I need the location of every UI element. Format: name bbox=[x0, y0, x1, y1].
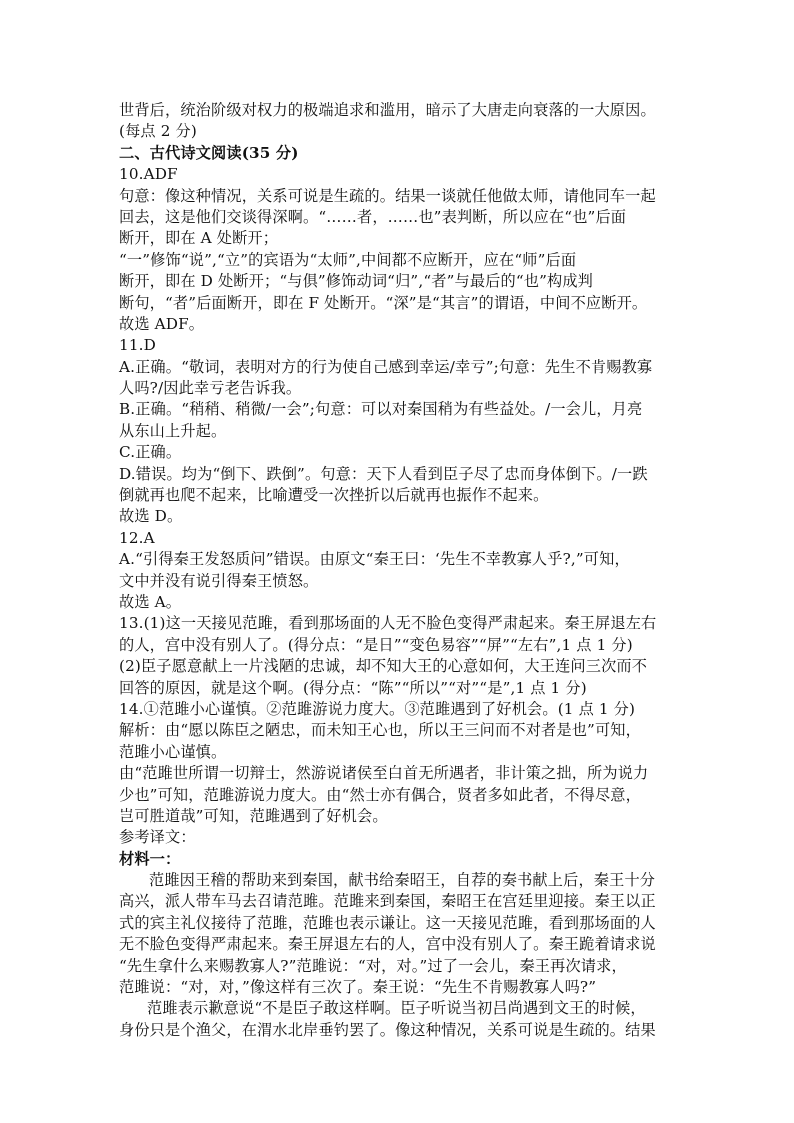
text-line: 岂可胜道哉”可知，范雎遇到了好机会。 bbox=[119, 806, 388, 825]
text-line: 回答的原因，就是这个啊。(得分点：“陈”“所以”“对”“是”,1 点 1 分) bbox=[119, 678, 587, 697]
material-heading: 材料一： bbox=[119, 849, 181, 868]
text-line: 由“范雎世所谓一切辩士，然游说诸侯至白首无所遇者，非计策之拙，所为说力 bbox=[119, 764, 649, 783]
text-line: 的人，宫中没有别人了。(得分点：“是日”“变色易容”“屏”“左右”,1 点 1 分) bbox=[119, 635, 633, 654]
text-line: 回去，这是他们交谈得深啊。“……者，……也”表判断，所以应在“也”后面 bbox=[119, 207, 627, 226]
text-line: 断开，即在 A 处断开； bbox=[119, 229, 279, 248]
text-line: 故选 ADF。 bbox=[119, 314, 205, 333]
text-line: “一”修饰“说”,“立”的宾语为“太师”,中间都不应断开，应在“师”后面 bbox=[119, 250, 577, 269]
text-line: 范雎因王稽的帮助来到秦国，献书给秦昭王，自荐的奏书献上后，秦王十分 bbox=[149, 871, 656, 890]
text-line: 范雎小心谨慎。 bbox=[119, 742, 227, 761]
text-line: 断句，“者”后面断开，即在 F 处断开。“深”是“其言”的谓语，中间不应断开。 bbox=[119, 293, 648, 312]
text-line: 14.①范雎小心谨慎。②范雎游说力度大。③范雎遇到了好机会。(1 点 1 分) bbox=[119, 699, 636, 718]
text-line: A.“引得秦王发怒质问”错误。由原文“秦王曰：‘先生不幸教寡人乎?,”可知， bbox=[119, 550, 630, 569]
text-line: 故选 A。 bbox=[119, 592, 182, 611]
text-line: 倒就再也爬不起来，比喻遭受一次挫折以后就再也振作不起来。 bbox=[119, 486, 549, 505]
text-line: D.错误。均为“倒下、跌倒”。句意：天下人看到臣子尽了忠而身体倒下。/一跌 bbox=[119, 464, 648, 483]
text-line: 13.(1)这一天接见范雎，看到那场面的人无不脸色变得严肃起来。秦王屏退左右 bbox=[119, 614, 657, 633]
text-line: 从东山上升起。 bbox=[119, 421, 227, 440]
document-page bbox=[119, 100, 684, 1041]
text-line: 人吗?/因此幸亏老告诉我。 bbox=[119, 379, 302, 398]
text-line: (每点 2 分) bbox=[119, 122, 197, 141]
question-number: 11.D bbox=[119, 336, 156, 355]
question-number: 10.ADF bbox=[119, 165, 178, 184]
text-line: 世背后，统治阶级对权力的极端追求和滥用，暗示了大唐走向衰落的一大原因。 bbox=[119, 101, 656, 119]
text-line: 解析：由“愿以陈臣之陋忠，而未知王心也，所以王三问而不对者是也”可知， bbox=[119, 721, 641, 740]
text-line: 文中并没有说引得秦王愤怒。 bbox=[119, 571, 319, 590]
text-line: 句意：像这种情况，关系可说是生疏的。结果一谈就任他做太师，请他同车一起 bbox=[119, 186, 656, 205]
text-line: 身份只是个渔父，在渭水北岸垂钓罢了。像这种情况，关系可说是生疏的。结果 bbox=[119, 1020, 656, 1039]
text-line: A.正确。“敬词，表明对方的行为使自己感到幸运/幸亏”;句意：先生不肯赐教寡 bbox=[119, 357, 653, 376]
text-line: 高兴，派人带车马去召请范雎。范雎来到秦国，秦昭王在宫廷里迎接。秦王以正 bbox=[119, 892, 656, 911]
text-line: B.正确。“稍稍、稍微/一会”;句意：可以对秦国稍为有些益处。/一会儿，月亮 bbox=[119, 400, 643, 419]
section-heading: 二、古代诗文阅读(35 分) bbox=[119, 143, 299, 162]
text-line: 范雎表示歉意说“不是臣子敢这样啊。臣子听说当初吕尚遇到文王的时候， bbox=[147, 999, 646, 1018]
text-line: 参考译文： bbox=[119, 828, 196, 847]
text-line: 少也”可知，范雎游说力度大。由“然士亦有偶合，贤者多如此者，不得尽意， bbox=[119, 785, 641, 804]
text-line: 范雎说：“对，对，”像这样有三次了。秦王说：“先生不肯赐教寡人吗?” bbox=[119, 978, 597, 997]
text-line: 无不脸色变得严肃起来。秦王屏退左右的人，宫中没有别人了。秦王跪着请求说 bbox=[119, 935, 656, 954]
question-number: 12.A bbox=[119, 528, 155, 547]
text-line: 式的宾主礼仪接待了范雎，范雎也表示谦让。这一天接见范雎，看到那场面的人 bbox=[119, 913, 656, 932]
text-line: “先生拿什么来赐教寡人?”范雎说：“对，对。”过了一会儿，秦王再次请求， bbox=[119, 956, 627, 975]
text-line: 断开，即在 D 处断开；“与俱”修饰动词“归”,“者”与最后的“也”构成判 bbox=[119, 272, 594, 291]
text-line: C.正确。 bbox=[119, 443, 182, 462]
text-line: 故选 D。 bbox=[119, 507, 183, 526]
text-line: (2)臣子愿意献上一片浅陋的忠诚，却不知大王的心意如何，大王连问三次而不 bbox=[119, 657, 648, 676]
